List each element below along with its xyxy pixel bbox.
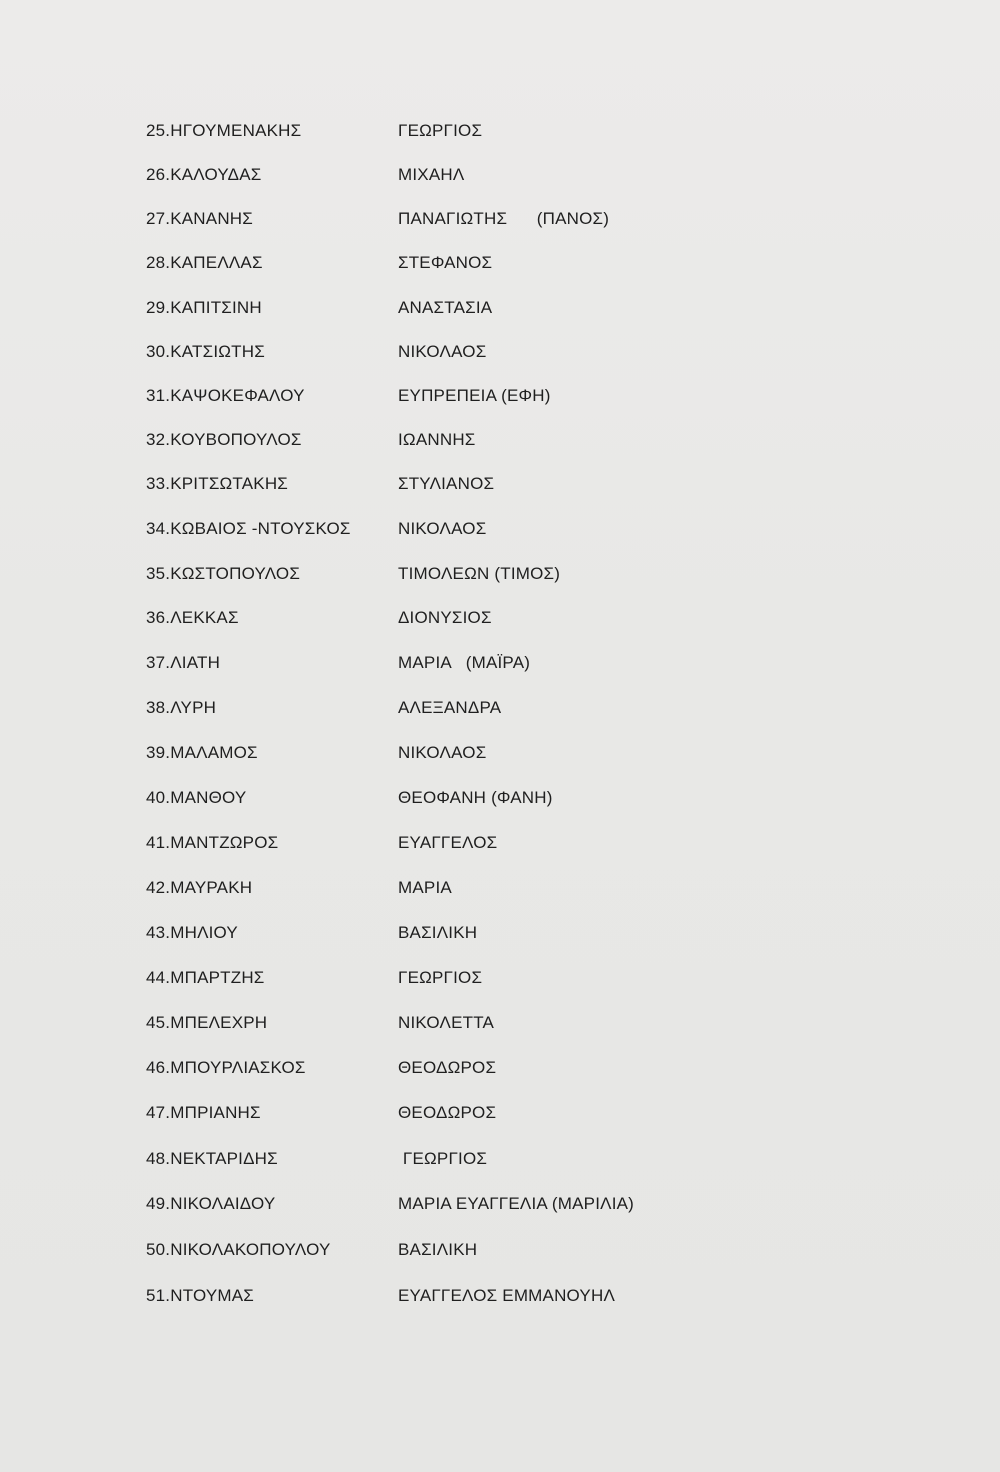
list-item <box>0 1056 1000 1080</box>
given-name: ΝΙΚΟΛΑΟΣ <box>398 743 487 762</box>
surname: 35.ΚΩΣΤΟΠΟΥΛΟΣ <box>146 564 301 583</box>
list-item <box>0 921 1000 945</box>
surname: 49.ΝΙΚΟΛΑΙΔΟΥ <box>146 1194 276 1213</box>
list-item <box>0 696 1000 720</box>
surname: 47.ΜΠΡΙΑΝΗΣ <box>146 1103 261 1122</box>
list-item <box>0 831 1000 855</box>
list-item <box>0 251 1000 275</box>
list-item <box>0 1101 1000 1125</box>
list-item <box>0 340 1000 364</box>
given-name: ΝΙΚΟΛΑΟΣ <box>398 519 487 538</box>
list-item <box>0 1284 1000 1308</box>
given-name: ΜΑΡΙΑ ΕΥΑΓΓΕΛΙΑ (ΜΑΡΙΛΙΑ) <box>398 1194 635 1213</box>
given-name: ΒΑΣΙΛΙΚΗ <box>398 923 478 942</box>
list-item <box>0 1238 1000 1262</box>
surname: 32.ΚΟΥΒΟΠΟΥΛΟΣ <box>146 430 302 449</box>
surname: 39.ΜΑΛΑΜΟΣ <box>146 743 258 762</box>
surname: 43.ΜΗΛΙΟΥ <box>146 923 238 942</box>
surname: 45.ΜΠΕΛΕΧΡΗ <box>146 1013 268 1032</box>
list-item <box>0 1147 1000 1171</box>
list-item <box>0 741 1000 765</box>
given-name: ΑΛΕΞΑΝΔΡΑ <box>398 698 502 717</box>
surname: 50.ΝΙΚΟΛΑΚΟΠΟΥΛΟΥ <box>146 1240 331 1259</box>
surname: 34.ΚΩΒΑΙΟΣ -ΝΤΟΥΣΚΟΣ <box>146 519 351 538</box>
surname: 51.ΝΤΟΥΜΑΣ <box>146 1286 255 1305</box>
surname: 33.ΚΡΙΤΣΩΤΑΚΗΣ <box>146 474 289 493</box>
surname: 37.ΛΙΑΤΗ <box>146 653 221 672</box>
surname: 42.ΜΑΥΡΑΚΗ <box>146 878 253 897</box>
list-item <box>0 472 1000 496</box>
list-item <box>0 1192 1000 1216</box>
given-name: ΠΑΝΑΓΙΩΤΗΣ (ΠΑΝΟΣ) <box>398 209 610 228</box>
given-name: ΝΙΚΟΛΕΤΤΑ <box>398 1013 495 1032</box>
surname: 30.ΚΑΤΣΙΩΤΗΣ <box>146 342 265 361</box>
surname: 26.ΚΑΛΟΥΔΑΣ <box>146 165 262 184</box>
list-item <box>0 384 1000 408</box>
given-name: ΔΙΟΝΥΣΙΟΣ <box>398 608 492 627</box>
given-name: ΝΙΚΟΛΑΟΣ <box>398 342 487 361</box>
given-name: ΕΥΑΓΓΕΛΟΣ <box>398 833 498 852</box>
surname: 28.ΚΑΠΕΛΛΑΣ <box>146 253 263 272</box>
given-name: ΕΥΑΓΓΕΛΟΣ ΕΜΜΑΝΟΥΗΛ <box>398 1286 615 1305</box>
given-name: ΜΑΡΙΑ (ΜΑΪΡΑ) <box>398 653 531 672</box>
given-name: ΑΝΑΣΤΑΣΙΑ <box>398 298 493 317</box>
surname: 40.ΜΑΝΘΟΥ <box>146 788 247 807</box>
given-name: ΓΕΩΡΓΙΟΣ <box>398 1149 488 1168</box>
list-item <box>0 517 1000 541</box>
surname: 27.ΚΑΝΑΝΗΣ <box>146 209 253 228</box>
list-item <box>0 651 1000 675</box>
given-name: ΓΕΩΡΓΙΟΣ <box>398 121 483 140</box>
given-name: ΘΕΟΔΩΡΟΣ <box>398 1103 497 1122</box>
given-name: ΓΕΩΡΓΙΟΣ <box>398 968 483 987</box>
given-name: ΜΑΡΙΑ <box>398 878 452 897</box>
given-name: ΒΑΣΙΛΙΚΗ <box>398 1240 478 1259</box>
surname: 46.ΜΠΟΥΡΛΙΑΣΚΟΣ <box>146 1058 306 1077</box>
surname: 41.ΜΑΝΤΖΩΡΟΣ <box>146 833 279 852</box>
list-item <box>0 1011 1000 1035</box>
given-name: ΘΕΟΔΩΡΟΣ <box>398 1058 497 1077</box>
list-item <box>0 876 1000 900</box>
list-item <box>0 119 1000 143</box>
surname: 29.ΚΑΠΙΤΣΙΝΗ <box>146 298 262 317</box>
list-item <box>0 428 1000 452</box>
surname: 44.ΜΠΑΡΤΖΗΣ <box>146 968 265 987</box>
given-name: ΕΥΠΡΕΠΕΙΑ (ΕΦΗ) <box>398 386 551 405</box>
list-item <box>0 966 1000 990</box>
given-name: ΜΙΧΑΗΛ <box>398 165 465 184</box>
list-item <box>0 786 1000 810</box>
surname: 36.ΛΕΚΚΑΣ <box>146 608 239 627</box>
given-name: ΙΩΑΝΝΗΣ <box>398 430 476 449</box>
surname: 48.ΝΕΚΤΑΡΙΔΗΣ <box>146 1149 278 1168</box>
given-name: ΣΤΕΦΑΝΟΣ <box>398 253 493 272</box>
list-item <box>0 296 1000 320</box>
surname: 25.ΗΓΟΥΜΕΝΑΚΗΣ <box>146 121 302 140</box>
list-item <box>0 163 1000 187</box>
surname: 38.ΛΥΡΗ <box>146 698 217 717</box>
list-item <box>0 606 1000 630</box>
given-name: ΤΙΜΟΛΕΩΝ (ΤΙΜΟΣ) <box>398 564 561 583</box>
list-item <box>0 562 1000 586</box>
list-item <box>0 207 1000 231</box>
given-name: ΣΤΥΛΙΑΝΟΣ <box>398 474 495 493</box>
given-name: ΘΕΟΦΑΝΗ (ΦΑΝΗ) <box>398 788 553 807</box>
surname: 31.ΚΑΨΟΚΕΦΑΛΟΥ <box>146 386 305 405</box>
